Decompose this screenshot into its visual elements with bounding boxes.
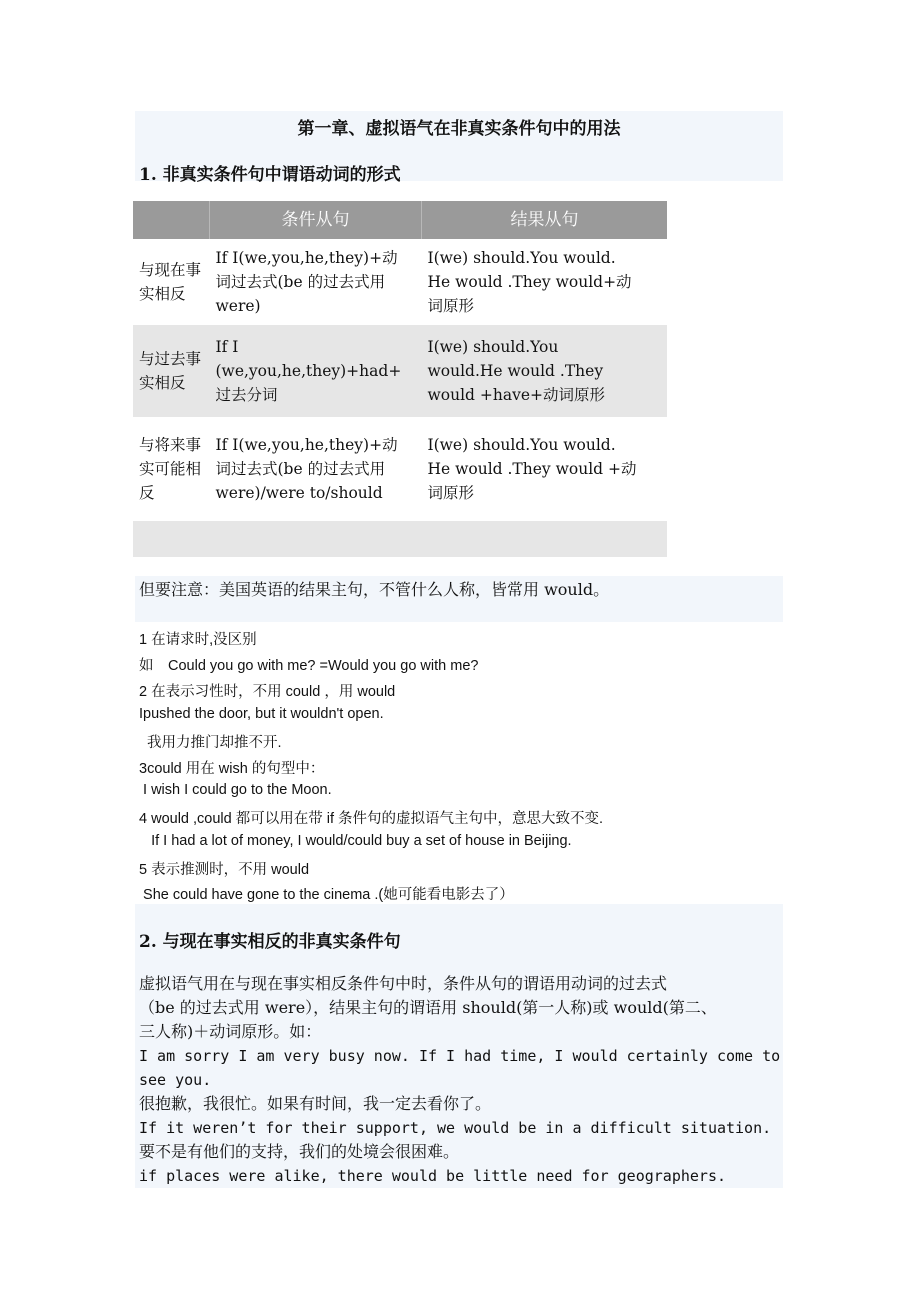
list-item: If I had a lot of money, I would/could buy a set of house in Beijing. [139,833,572,849]
list-item: She could have gone to the cinema .(她可能看电影去了） [139,887,514,903]
result-cell: I(we) should.You would.He would .They would +have+动词原形 [422,325,668,417]
condition-cell: If I(we,you,he,they)+动 词过去式(be 的过去式用 were)/were to/should [215,436,398,502]
header-cell-empty [133,201,210,239]
table-empty-row [133,521,667,557]
list-item: 3could 用在 wish 的句型中： [139,761,325,777]
body-line: if places were alike, there would be little need for geographers. [139,1167,726,1185]
list-item: 1 在请求时,没区别 [139,632,257,648]
header-cell-result: 结果从句 [422,201,668,239]
result-cell: I(we) should.You would. He would .They would+动 词原形 [427,249,632,315]
list-item: 如 Could you go with me? =Would you go with me? [139,658,479,674]
section1-heading: 1. 非真实条件句中谓语动词的形式 [139,165,401,185]
verb-form-table [133,201,667,557]
row-label: 与将来事 实可能相 反 [139,436,202,502]
us-english-note: 但要注意：美国英语的结果主句，不管什么人称，皆常用 would。 [139,580,610,599]
section2-body [139,972,783,1188]
table-row [133,417,667,521]
list-item: I wish I could go to the Moon. [139,782,332,798]
condition-cell: If I(we,you,he,they)+动 词过去式(be 的过去式用 were) [215,249,398,315]
condition-cell: If I (we,you,he,they)+had+ 过去分词 [210,325,422,417]
body-line: see you. [139,1071,212,1089]
body-line: 三人称)＋动词原形。如： [139,1022,322,1041]
chapter-title: 第一章、虚拟语气在非真实条件句中的用法 [297,119,621,139]
body-line: 虚拟语气用在与现在事实相反条件句中时，条件从句的谓语用动词的过去式 [139,974,668,993]
row-label: 与现在事 实相反 [139,261,202,303]
section2-heading: 2. 与现在事实相反的非真实条件句 [139,932,401,952]
body-line: I am sorry I am very busy now. If I had time, I would certainly come to [139,1047,781,1065]
body-line: （be 的过去式用 were），结果主句的谓语用 should(第一人称)或 would(第二、 [139,998,717,1017]
list-item: Ipushed the door, but it wouldn't open. [139,706,384,722]
header-cell-condition: 条件从句 [210,201,422,239]
list-item: 4 would ,could 都可以用在带 if 条件句的虚拟语气主句中，意思大致不变. [139,811,604,827]
table-header-row [133,201,667,239]
list-item: 我用力推门却推不开. [139,735,282,751]
body-line: If it weren’t for their support, we would be in a difficult situation. [139,1119,772,1137]
table-row [133,325,667,417]
list-item: 5 表示推测时，不用 would [139,862,310,878]
row-label: 与过去事 实相反 [133,325,210,417]
result-cell: I(we) should.You would. He would .They would +动 词原形 [427,436,637,502]
body-line: 要不是有他们的支持，我们的处境会很困难。 [139,1142,460,1161]
list-item: 2 在表示习性时，不用 could ，用 would [139,684,396,700]
body-line: 很抱歉，我很忙。如果有时间，我一定去看你了。 [139,1094,492,1113]
table-row [133,239,667,325]
